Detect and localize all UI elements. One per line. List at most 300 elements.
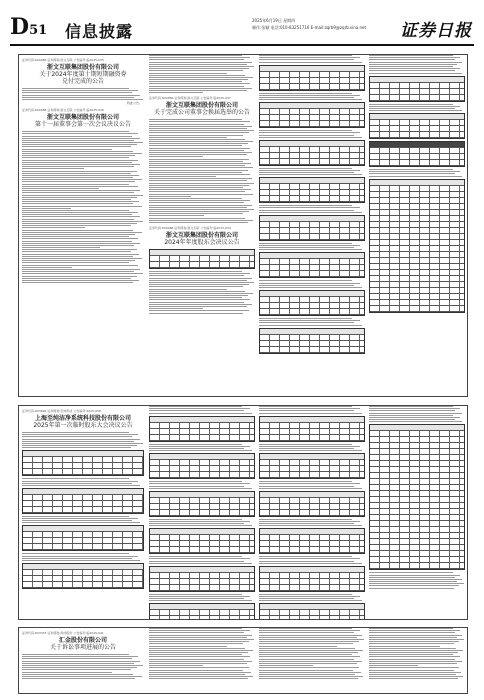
- fine-print-line: [22, 190, 140, 191]
- fine-print-line: [259, 667, 359, 668]
- fine-print-line: [259, 280, 352, 281]
- fine-print-line: [22, 181, 135, 182]
- announcement-panel-3: [18, 627, 468, 694]
- fine-print-line: [369, 169, 453, 170]
- fine-print-line: [22, 667, 137, 668]
- fine-print-line: [22, 88, 129, 89]
- fine-print-line: [149, 194, 253, 195]
- fine-print-line: [369, 173, 455, 174]
- fine-print-line: [149, 121, 250, 122]
- fine-print-line: [369, 421, 462, 422]
- fine-print-line: [369, 628, 453, 629]
- fine-print-line: [369, 672, 461, 673]
- fine-print-line: [369, 410, 455, 411]
- fine-print-line: [149, 207, 247, 208]
- fine-print-line: [149, 648, 245, 649]
- fine-print-line: [369, 646, 440, 647]
- newspaper-logo: 证券日报: [400, 21, 472, 41]
- fine-print-line: [22, 661, 140, 662]
- fine-print-line: [149, 174, 250, 175]
- fine-print-line: [259, 481, 352, 482]
- fine-print-line: [149, 191, 245, 192]
- fine-print-line: [259, 59, 354, 60]
- fine-print-line: [149, 132, 249, 133]
- table-row: [260, 159, 364, 165]
- fine-print-line: [149, 83, 250, 84]
- fine-print-line: [22, 206, 142, 207]
- table-row: [260, 271, 364, 277]
- column-2: [149, 628, 255, 693]
- fine-print-line: [149, 413, 252, 414]
- table-row: [260, 472, 364, 478]
- fine-print-line: [149, 486, 244, 487]
- fine-print-line: [22, 522, 140, 523]
- fine-print-line: [22, 251, 131, 252]
- fine-print-line: [149, 62, 252, 63]
- fine-print-line: [369, 413, 462, 414]
- fine-print-line: [259, 172, 354, 173]
- fine-print-line: [149, 293, 253, 294]
- fine-print-line: [369, 572, 453, 573]
- fine-print-line: [22, 90, 138, 91]
- fine-print-line: [259, 641, 359, 642]
- fine-print-line: [149, 408, 250, 409]
- table-row: [260, 510, 364, 516]
- fine-print-line: [22, 201, 139, 202]
- table-row: [370, 132, 464, 138]
- section-code: [10, 16, 47, 42]
- notice-signature: 特此公告。: [126, 101, 142, 106]
- fine-print-line: [22, 674, 133, 675]
- fine-print-line: [149, 79, 248, 80]
- fine-print-line: [149, 139, 245, 140]
- fine-print-line: [149, 213, 243, 214]
- fine-print-line: [369, 171, 460, 172]
- fine-print-line: [369, 70, 455, 71]
- notice-header-1: [22, 58, 144, 85]
- fine-print-line: [369, 575, 460, 576]
- fine-print-line: [259, 654, 352, 655]
- fine-print-line: [149, 145, 242, 146]
- fine-print-line: [259, 594, 352, 595]
- fine-print-line: [149, 488, 252, 489]
- fine-print-line: [22, 485, 140, 486]
- fine-print-line: [149, 600, 252, 601]
- fine-print-line: [22, 256, 133, 257]
- fine-print-line: [22, 665, 143, 666]
- fine-print-line: [369, 106, 460, 107]
- fine-print-line: [22, 278, 131, 279]
- fine-print-line: [259, 249, 362, 250]
- table-row: [23, 507, 143, 513]
- notice-company: 上海至纯洁净系统科技股份有限公司: [34, 415, 131, 422]
- fine-print-line: [149, 481, 242, 482]
- fine-print-line: [22, 144, 137, 145]
- notice-meta: 证券代码:603690 证券简称:至纯科技 公告编号:2025-058: [22, 409, 101, 413]
- fine-print-line: [22, 658, 132, 659]
- fine-print-line: [149, 628, 242, 629]
- fine-print-line: [149, 310, 249, 311]
- fine-print-line: [259, 168, 352, 169]
- fine-print-line: [22, 267, 72, 268]
- table-row: [260, 121, 364, 127]
- data-table: [259, 491, 365, 517]
- data-table: [369, 76, 465, 102]
- fine-print-line: [22, 439, 140, 440]
- fine-print-line: [22, 173, 131, 174]
- fine-print-line: [22, 99, 143, 100]
- fine-print-line: [22, 188, 99, 189]
- table-row: [370, 306, 464, 312]
- fine-print-line: [259, 320, 360, 321]
- notice-header-4: [149, 226, 255, 246]
- fine-print-line: [369, 659, 455, 660]
- notice-title-line: 关于2024年度第十期短期融资券: [39, 71, 127, 78]
- data-table: [22, 525, 144, 551]
- fine-print-line: [259, 210, 354, 211]
- table-row: [260, 84, 364, 90]
- fine-print-line: [149, 558, 250, 559]
- fine-print-line: [22, 168, 84, 169]
- fine-print-line: [22, 269, 140, 270]
- fine-print-line: [259, 635, 362, 636]
- fine-print-line: [149, 639, 254, 640]
- fine-print-line: [149, 637, 247, 638]
- fine-print-line: [149, 308, 203, 309]
- fine-print-line: [22, 157, 129, 158]
- data-table: [369, 424, 465, 570]
- notice-title-line: 2025年第一次临时股东大会决议公告: [33, 422, 133, 429]
- fine-print-line: [22, 236, 129, 237]
- fine-print-line: [22, 280, 139, 281]
- fine-print-line: [22, 443, 143, 444]
- fine-print-line: [259, 525, 362, 526]
- fine-print-line: [149, 161, 243, 162]
- fine-print-line: [149, 163, 251, 164]
- fine-print-line: [149, 152, 252, 153]
- notice-company: 汇金股份有限公司: [58, 637, 107, 644]
- fine-print-line: [259, 556, 352, 557]
- fine-print-line: [149, 198, 242, 199]
- fine-print-line: [22, 214, 132, 215]
- fine-print-line: [369, 648, 456, 649]
- fine-print-line: [22, 238, 138, 239]
- fine-print-line: [22, 95, 140, 96]
- fine-print-line: [259, 676, 363, 677]
- fine-print-line: [149, 185, 249, 186]
- data-table: [259, 528, 365, 554]
- fine-print-line: [149, 670, 243, 671]
- announcement-panel-2: [18, 405, 468, 620]
- fine-print-line: [149, 86, 244, 87]
- fine-print-line: [259, 174, 362, 175]
- issue-date: 2025年6月19日 星期四: [252, 18, 296, 23]
- fine-print-line: [22, 232, 142, 233]
- fine-print-line: [22, 216, 140, 217]
- notice-company: 浙文互联集团股份有限公司: [46, 114, 119, 122]
- fine-print-line: [259, 408, 360, 409]
- fine-print-line: [369, 583, 464, 584]
- fine-print-line: [369, 579, 462, 580]
- fine-print-line: [22, 234, 135, 235]
- table-row: [260, 585, 364, 591]
- fine-print-line: [149, 650, 253, 651]
- fine-print-line: [149, 525, 252, 526]
- fine-print-line: [149, 218, 245, 219]
- fine-print-line: [259, 650, 363, 651]
- fine-print-line: [149, 563, 252, 564]
- table-row: [260, 616, 364, 619]
- header-rule: [10, 44, 474, 46]
- data-table: [259, 177, 365, 203]
- fine-print-line: [149, 211, 249, 212]
- data-table: [259, 140, 365, 166]
- fine-print-line: [149, 90, 247, 91]
- fine-print-line: [22, 441, 134, 442]
- table-row: [260, 547, 364, 553]
- fine-print-line: [22, 219, 134, 220]
- column-1: [22, 406, 144, 619]
- fine-print-line: [149, 66, 254, 67]
- fine-print-line: [259, 639, 364, 640]
- fine-print-line: [149, 632, 244, 633]
- fine-print-line: [259, 322, 354, 323]
- editor-contact: 制作:张颖 电话:010-83251716 E-mail:zqrb9@zqrb.sina.net: [252, 25, 367, 30]
- fine-print-line: [149, 678, 248, 679]
- fine-print-line: [259, 600, 362, 601]
- fine-print-line: [22, 225, 131, 226]
- fine-print-line: [149, 170, 248, 171]
- table-row: [150, 510, 254, 516]
- fine-print-line: [149, 406, 242, 407]
- fine-print-line: [22, 192, 134, 193]
- data-table: [259, 453, 365, 479]
- table-row: [150, 585, 254, 591]
- fine-print-line: [149, 64, 247, 65]
- fine-print-line: [22, 166, 134, 167]
- fine-print-line: [149, 154, 247, 155]
- fine-print-line: [149, 202, 244, 203]
- column-3: [259, 55, 365, 396]
- fine-print-line: [22, 249, 137, 250]
- fine-print-line: [22, 195, 143, 196]
- fine-print-line: [149, 165, 245, 166]
- fine-print-line: [149, 92, 203, 93]
- fine-print-line: [149, 200, 250, 201]
- fine-print-line: [22, 669, 131, 670]
- fine-print-line: [259, 132, 360, 133]
- fine-print-line: [259, 561, 354, 562]
- table-row: [150, 547, 254, 553]
- notice-title-line: 2024年年度股东会决议公告: [164, 239, 240, 246]
- notice-header-2: [22, 108, 144, 128]
- fine-print-line: [149, 674, 245, 675]
- fine-print-line: [22, 560, 140, 561]
- fine-print-line: [149, 665, 203, 666]
- fine-print-line: [22, 243, 140, 244]
- fine-print-line: [149, 273, 250, 274]
- fine-print-line: [259, 97, 354, 98]
- fine-print-line: [149, 70, 243, 71]
- fine-print-line: [149, 128, 247, 129]
- data-table: [259, 65, 365, 91]
- notice-meta: 证券代码:603333 证券简称:尚纬股份 公告编号:临2025-041: [22, 631, 104, 635]
- fine-print-line: [369, 176, 462, 177]
- fine-print-line: [369, 577, 455, 578]
- fine-print-line: [259, 558, 360, 559]
- fine-print-line: [22, 179, 142, 180]
- fine-print-line: [369, 643, 454, 644]
- fine-print-line: [259, 632, 354, 633]
- fine-print-line: [149, 410, 244, 411]
- fine-print-line: [149, 176, 216, 177]
- fine-print-line: [259, 674, 355, 675]
- data-table: [149, 416, 255, 442]
- fine-print-line: [149, 661, 252, 662]
- notice-title-line: 第十一届董事会第一次会议决议公告: [34, 121, 131, 129]
- table-row: [370, 563, 464, 569]
- fine-print-line: [149, 68, 249, 69]
- data-table: [259, 328, 365, 354]
- fine-print-line: [259, 598, 354, 599]
- fine-print-line: [22, 436, 132, 437]
- notice-company: 浙文互联集团股份有限公司: [165, 102, 238, 110]
- fine-print-line: [22, 273, 143, 274]
- fine-print-line: [149, 183, 254, 184]
- table-row: [150, 435, 254, 441]
- fine-print-line: [149, 448, 244, 449]
- fine-print-line: [369, 108, 455, 109]
- fine-print-line: [22, 97, 134, 98]
- fine-print-line: [369, 641, 459, 642]
- fine-print-line: [259, 637, 357, 638]
- data-table: [259, 215, 365, 241]
- fine-print-line: [259, 630, 360, 631]
- fine-print-line: [259, 62, 362, 63]
- table-row: [23, 544, 143, 550]
- fine-print-line: [22, 556, 138, 557]
- table-row: [260, 234, 364, 240]
- fine-print-line: [149, 148, 250, 149]
- fine-print-line: [259, 444, 352, 445]
- fine-print-line: [149, 73, 227, 74]
- fine-print-line: [149, 291, 245, 292]
- fine-print-line: [149, 159, 249, 160]
- table-row: [150, 616, 254, 619]
- vote-table: [22, 450, 144, 476]
- fine-print-line: [22, 678, 135, 679]
- fine-print-line: [22, 432, 129, 433]
- fine-print-line: [259, 413, 362, 414]
- fine-print-line: [259, 523, 354, 524]
- fine-print-line: [22, 245, 134, 246]
- fine-print-line: [259, 406, 352, 407]
- data-table: [149, 603, 255, 619]
- fine-print-line: [369, 585, 459, 586]
- fine-print-line: [369, 654, 453, 655]
- fine-print-line: [149, 205, 252, 206]
- fine-print-line: [259, 652, 358, 653]
- fine-print-line: [149, 278, 252, 279]
- fine-print-line: [369, 417, 460, 418]
- fine-print-line: [369, 55, 453, 56]
- fine-print-line: [259, 55, 352, 56]
- table-row: [260, 435, 364, 441]
- fine-print-line: [22, 481, 138, 482]
- fine-print-line: [259, 656, 360, 657]
- fine-print-line: [259, 670, 353, 671]
- fine-print-line: [149, 178, 252, 179]
- fine-print-line: [149, 81, 242, 82]
- fine-print-line: [259, 450, 362, 451]
- fine-print-line: [149, 126, 252, 127]
- fine-print-line: [22, 221, 143, 222]
- vote-table: [149, 249, 255, 269]
- fine-print-line: [149, 446, 250, 447]
- data-table: [22, 563, 144, 589]
- section-title: 信息披露: [65, 22, 134, 41]
- fine-print-line: [259, 648, 355, 649]
- fine-print-line: [149, 187, 243, 188]
- fine-print-line: [149, 172, 242, 173]
- fine-print-line: [259, 285, 354, 286]
- fine-print-line: [149, 55, 242, 56]
- fine-print-line: [22, 663, 134, 664]
- fine-print-line: [149, 561, 244, 562]
- data-table: [369, 179, 465, 313]
- column-3: [259, 406, 365, 619]
- data-table: [259, 290, 365, 316]
- fine-print-line: [22, 520, 132, 521]
- fine-print-line: [369, 670, 454, 671]
- fine-print-line: [22, 164, 140, 165]
- fine-print-line: [22, 258, 142, 259]
- fine-print-line: [22, 162, 132, 163]
- fine-print-line: [149, 519, 242, 520]
- fine-print-line: [149, 663, 247, 664]
- fine-print-line: [369, 665, 418, 666]
- fine-print-line: [22, 208, 71, 209]
- fine-print-line: [149, 598, 244, 599]
- fine-print-line: [259, 488, 362, 489]
- fine-print-line: [369, 68, 460, 69]
- fine-print-line: [22, 434, 138, 435]
- fine-print-line: [149, 119, 242, 120]
- fine-print-line: [259, 57, 360, 58]
- fine-print-line: [22, 445, 137, 446]
- fine-print-line: [369, 64, 457, 65]
- fine-print-line: [22, 171, 137, 172]
- fine-print-line: [259, 247, 354, 248]
- table-row: [23, 582, 143, 588]
- fine-print-line: [149, 556, 242, 557]
- fine-print-line: [149, 220, 253, 221]
- data-table: [259, 102, 365, 128]
- data-table: [149, 566, 255, 592]
- notice-title-line: 关于完成公司董事会换届选举的公告: [153, 109, 250, 117]
- fine-print-line: [149, 286, 243, 287]
- fine-print-line: [259, 643, 353, 644]
- fine-print-line: [149, 523, 244, 524]
- fine-print-line: [369, 639, 464, 640]
- fine-print-line: [22, 149, 112, 150]
- fine-print-line: [259, 243, 352, 244]
- fine-print-line: [22, 241, 132, 242]
- fine-print-line: [259, 245, 360, 246]
- column-3: [259, 628, 365, 693]
- data-table: [149, 528, 255, 554]
- notice-meta: 证券代码:600986 证券简称:浙文互联 公告编号:临2025-036: [22, 108, 104, 113]
